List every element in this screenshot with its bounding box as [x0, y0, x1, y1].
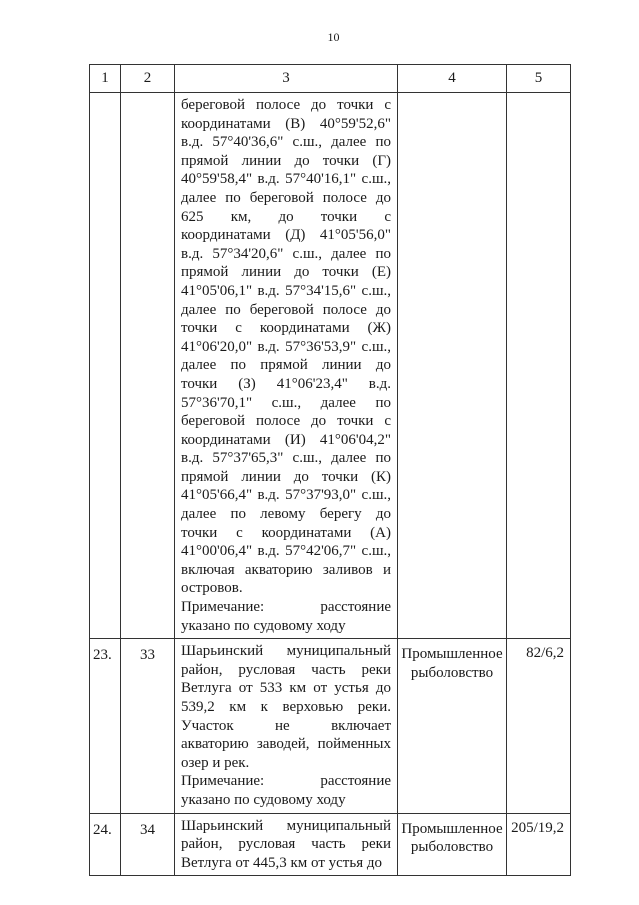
description-line: Примечание: расстояние — [181, 599, 391, 616]
description-line: 40°59'58,4" в.д. 57°40'16,1" с.ш., — [181, 171, 391, 188]
description-line: в.д. 57°40'36,6" с.ш., далее по — [181, 134, 391, 151]
description-line: Участок не включает — [181, 717, 391, 734]
description-line: прямой линии до точки (Е) — [181, 264, 391, 281]
description-line: Примечание: расстояние — [181, 773, 391, 790]
table-row — [90, 813, 571, 876]
description-line: указано по судовому ходу — [181, 791, 346, 808]
description-line: береговой полосе до точки с — [181, 413, 391, 430]
description-line: координатами (И) 41°06'04,2" — [181, 431, 391, 448]
description-line: далее по прямой линии до — [181, 357, 391, 374]
description-line: точки с координатами (Ж) — [181, 320, 391, 337]
area-description — [175, 813, 398, 876]
area-size — [507, 93, 571, 639]
usage-type: Промышленное рыболовство — [398, 813, 507, 876]
description-line: озер и рек. — [181, 754, 250, 771]
header-col-3: 3 — [175, 65, 398, 93]
area-id — [121, 93, 175, 639]
description-line: 41°06'20,0" в.д. 57°36'53,9" с.ш., — [181, 338, 391, 355]
description-line: акваторию заводей, пойменных — [181, 736, 391, 753]
description-line: район, русловая часть реки — [181, 661, 391, 678]
fishing-areas-table — [89, 64, 571, 876]
row-number: 23. — [90, 639, 121, 813]
header-col-4: 4 — [398, 65, 507, 93]
description-line: 41°00'06,4" в.д. 57°42'06,7" с.ш., — [181, 543, 391, 560]
area-description — [175, 639, 398, 813]
description-line: 41°05'66,4" в.д. 57°37'93,0" с.ш., — [181, 487, 391, 504]
usage-type: Промышленное рыболовство — [398, 639, 507, 813]
table-header-row — [90, 65, 571, 93]
description-line: далее по левому берегу до — [181, 506, 391, 523]
description-line: район, русловая часть реки — [181, 836, 391, 853]
description-line: включая акваторию заливов и — [181, 561, 391, 578]
area-size: 205/19,2 — [507, 813, 571, 876]
description-line: Ветлуга от 445,3 км от устья до — [181, 854, 382, 871]
table-row — [90, 93, 571, 639]
description-line: координатами (Д) 41°05'56,0" — [181, 227, 391, 244]
description-line: координатами (В) 40°59'52,6" — [181, 115, 391, 132]
description-line: прямой линии до точки (К) — [181, 468, 391, 485]
description-line: точки с координатами (А) — [181, 524, 391, 541]
description-line: островов. — [181, 580, 243, 597]
area-id: 34 — [121, 813, 175, 876]
description-line: 539,2 км к верховью реки. — [181, 699, 391, 715]
usage-type — [398, 93, 507, 639]
description-line: прямой линии до точки (Г) — [181, 152, 391, 169]
header-col-2: 2 — [121, 65, 175, 93]
description-line: далее по береговой полосе до — [181, 189, 391, 206]
description-line: 57°36'70,1" с.ш., далее по — [181, 394, 391, 411]
description-line: 41°05'06,1" в.д. 57°34'15,6" с.ш., — [181, 282, 391, 299]
description-line: Шарьинский муниципальный — [181, 643, 391, 660]
description-line: указано по судовому ходу — [181, 617, 346, 634]
description-line: Ветлуга от 533 км от устья до — [181, 680, 391, 697]
description-line: береговой полосе до точки с — [181, 97, 391, 113]
header-col-5: 5 — [507, 65, 571, 93]
area-size: 82/6,2 — [507, 639, 571, 813]
description-line: в.д. 57°37'65,3" с.ш., далее по — [181, 450, 391, 467]
description-line: Шарьинский муниципальный — [181, 817, 391, 834]
description-line: точки (З) 41°06'23,4" в.д. — [181, 375, 391, 392]
description-line: в.д. 57°34'20,6" с.ш., далее по — [181, 245, 391, 262]
table-row — [90, 639, 571, 813]
header-col-1: 1 — [90, 65, 121, 93]
area-description — [175, 93, 398, 639]
description-line: 625 км, до точки с — [181, 208, 391, 225]
area-id: 33 — [121, 639, 175, 813]
row-number — [90, 93, 121, 639]
row-number: 24. — [90, 813, 121, 876]
description-line: далее по береговой полосе до — [181, 301, 391, 318]
page-number: 10 — [327, 30, 340, 44]
